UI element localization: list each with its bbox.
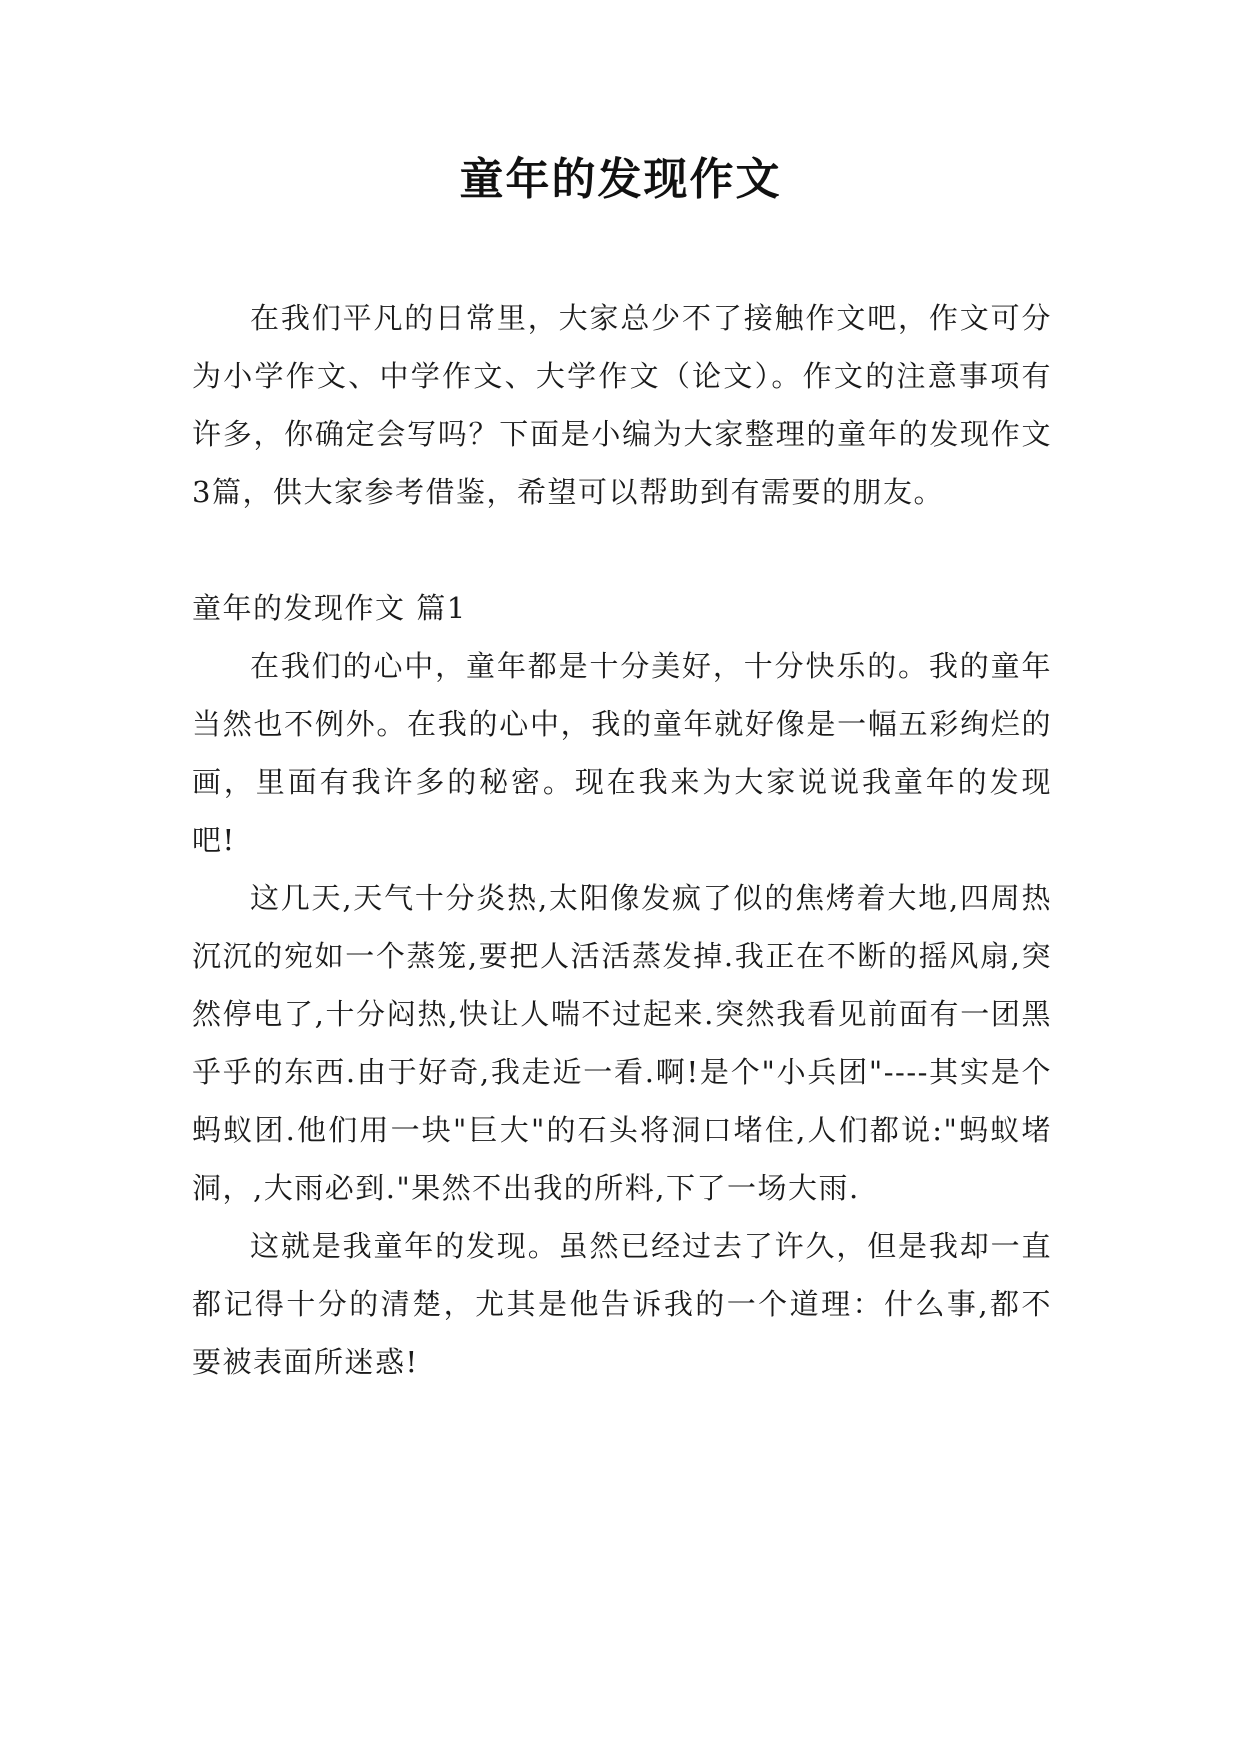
paragraph-gap <box>192 521 1052 579</box>
section-paragraph-2: 这几天,天气十分炎热,太阳像发疯了似的焦烤着大地,四周热沉沉的宛如一个蒸笼,要把人活活蒸发掉.我正在不断的摇风扇,突然停电了,十分闷热,快让人喘不过起来.突然我看见前面有一团黑乎乎的东西.由于好奇,我走近一看.啊!是个"小兵团"----其实是个蚂蚁团.他们用一块"巨大"的石头将洞口堵住,人们都说:"蚂蚁堵洞，,大雨必到."果然不出我的所料,下了一场大雨. <box>192 881 1052 1205</box>
section-paragraph-3: 这就是我童年的发现。虽然已经过去了许久，但是我却一直都记得十分的清楚，尤其是他告诉我的一个道理：什么事,都不要被表面所迷惑! <box>192 1229 1052 1379</box>
section-heading: 童年的发现作文 篇1 <box>192 591 467 625</box>
section-paragraph-1: 在我们的心中，童年都是十分美好，十分快乐的。我的童年当然也不例外。在我的心中，我的童年就好像是一幅五彩绚烂的画，里面有我许多的秘密。现在我来为大家说说我童年的发现吧! <box>192 649 1052 857</box>
document-title: 童年的发现作文 <box>459 154 782 205</box>
intro-paragraph: 在我们平凡的日常里，大家总少不了接触作文吧，作文可分为小学作文、中学作文、大学作文（论文）。作文的注意事项有许多，你确定会写吗？下面是小编为大家整理的童年的发现作文3篇，供大家参考借鉴，希望可以帮助到有需要的朋友。 <box>192 301 1052 509</box>
document-body <box>192 289 1052 1391</box>
